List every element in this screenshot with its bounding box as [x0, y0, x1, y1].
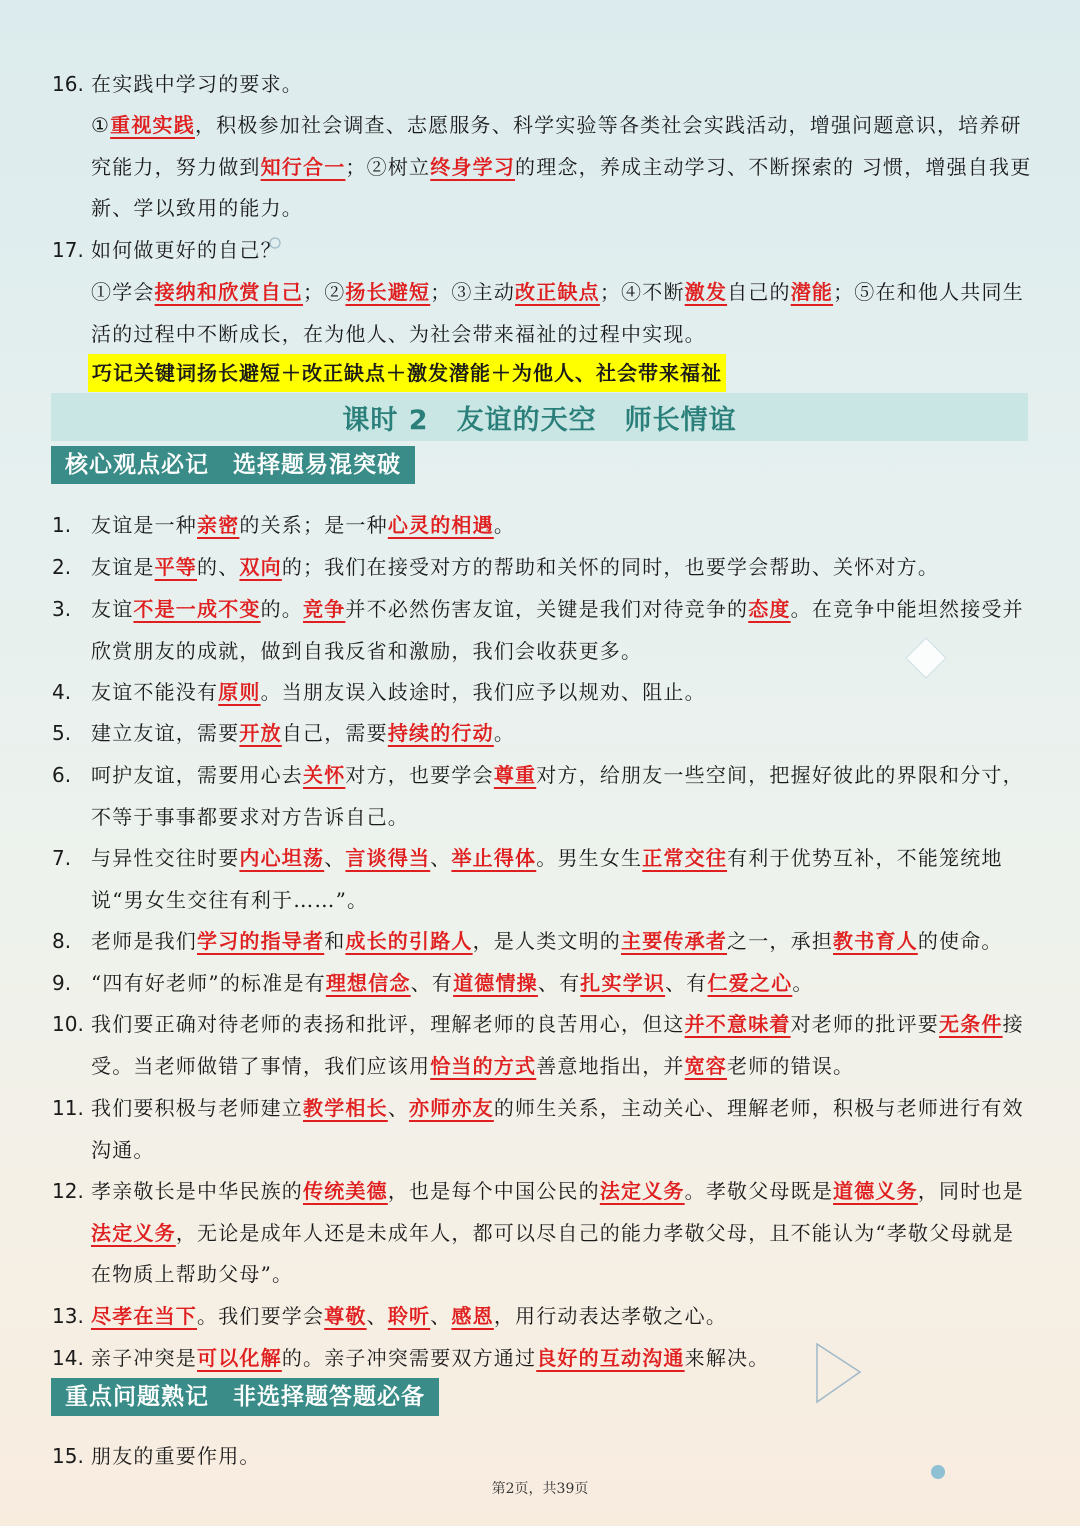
keyword: 感恩 — [451, 1304, 494, 1328]
keyword: 教书育人 — [833, 929, 918, 953]
text-run: 的。亲子冲突需要双方通过 — [281, 1346, 537, 1370]
keyword: 成长的引路人 — [345, 929, 473, 953]
keyword: 理想信念 — [325, 971, 411, 995]
item-number: 10. — [52, 1012, 84, 1036]
item-number: 3. — [52, 597, 72, 621]
text-run: 朋友的重要作用。 — [91, 1444, 261, 1468]
text-run: 、有 — [537, 971, 581, 995]
item-text — [91, 64, 1032, 106]
keyword: 亲密 — [197, 513, 240, 537]
keyword: 潜能 — [790, 280, 834, 304]
item-number: 17. — [52, 238, 84, 262]
text-run: 善意地指出，并 — [536, 1053, 685, 1078]
text-run: 之一，承担 — [727, 929, 834, 953]
text-run: “四有好老师”的标准是有 — [91, 971, 326, 995]
item-number: 15. — [52, 1444, 84, 1468]
keyword: 言谈得当 — [345, 846, 431, 870]
keyword: 终身学习 — [430, 154, 516, 179]
keyword: 法定义务 — [599, 1179, 685, 1203]
keyword: 扬长避短 — [345, 280, 431, 304]
keyword: 关怀 — [303, 763, 346, 787]
keyword: 法定义务 — [91, 1220, 176, 1245]
item-text — [91, 713, 1032, 755]
item-number: 11. — [52, 1096, 84, 1120]
text-run: 友谊 — [91, 597, 134, 621]
item-text — [91, 547, 1032, 589]
text-run: 有利于优势互补，不能笼统地说“男女生交往有利于……”。 — [91, 846, 1003, 912]
list-item — [52, 672, 1032, 714]
text-run: ，积极参加社会调查、志愿服务、科学实验等各类社会实践活动，增强问题意识，培养研究能力，努力做到 — [91, 113, 1022, 179]
list-item — [52, 547, 1032, 589]
item-text — [91, 838, 1032, 921]
keyword: 扎实学识 — [580, 971, 666, 995]
lesson-banner — [51, 393, 1028, 441]
text-run: 。 — [493, 513, 516, 537]
keyword: 道德情操 — [453, 971, 538, 995]
keyword: 亦师亦友 — [409, 1096, 494, 1120]
keyword: 持续的行动 — [387, 721, 494, 745]
list-item — [52, 1296, 1032, 1338]
keyword: 开放 — [239, 721, 282, 745]
list-item — [52, 589, 1032, 672]
text-run: 、 — [430, 1304, 452, 1328]
item-number: 14. — [52, 1346, 84, 1370]
text-run: ，无论是成年人还是未成年人，都可以尽自己的能力孝敬父母，且不能认为“孝敬父母就是在物质上帮助父母”。 — [91, 1220, 1015, 1286]
keyword: 道德义务 — [833, 1179, 918, 1203]
text-run: 接受。当老师做错了事情，我们应该用 — [91, 1012, 1024, 1078]
keyword: 学习的指导者 — [197, 929, 325, 953]
list-item — [52, 1171, 1032, 1296]
text-run: 。当朋友误入歧途时，我们应予以规劝、阻止。 — [260, 680, 706, 704]
item-text — [91, 589, 1032, 672]
text-run: 孝亲敬长是中华民族的 — [91, 1179, 303, 1203]
item-17-question — [52, 230, 1032, 272]
item-text — [91, 1004, 1032, 1087]
text-run: ，是人类文明的 — [472, 929, 622, 953]
item-number: 9. — [52, 971, 72, 995]
keyword: 接纳和欣赏自己 — [154, 280, 304, 304]
keyword: 无条件 — [939, 1012, 1003, 1036]
section-tag-core-points: 核心观点必记 选择题易混突破 — [51, 446, 415, 484]
keyword: 平等 — [154, 555, 198, 579]
text-run: ；② — [303, 280, 346, 304]
text-run: 亲子冲突是 — [91, 1346, 197, 1370]
text-run: 的；我们在接受对方的帮助和关怀的同时，也要学会帮助、关怀对方。 — [281, 555, 940, 579]
text-run: 的、 — [197, 555, 240, 579]
keyword: 恰当的方式 — [430, 1053, 537, 1078]
keyword: 主要传承者 — [621, 929, 728, 953]
text-run: 自己，需要 — [281, 721, 388, 745]
list-item — [52, 713, 1032, 755]
section-tag-key-questions: 重点问题熟记 非选择题答题必备 — [51, 1378, 439, 1416]
item-text — [91, 921, 1032, 963]
text-run: 、 — [387, 1096, 410, 1120]
item-16-question — [52, 64, 1032, 106]
text-run: 的师生关系，主动关心、理解老师，积极与老师进行有效沟通。 — [91, 1096, 1024, 1162]
keyword: 原则 — [218, 680, 261, 704]
list-item — [52, 1338, 1032, 1380]
item-number: 13. — [52, 1304, 84, 1328]
keyword: 双向 — [239, 555, 282, 579]
item-number: 2. — [52, 555, 72, 579]
text-run: ；⑤在和他人共同生活的过程中不断成长，在为他人、为社会带来福祉的过程中实现。 — [91, 280, 1024, 346]
text-run: 如何做更好的自己？ — [91, 238, 282, 262]
dot-decoration-icon — [928, 1462, 948, 1482]
text-run: 、 — [366, 1304, 388, 1328]
item-number: 8. — [52, 929, 72, 953]
list-item — [52, 838, 1032, 921]
text-run: 友谊是一种 — [91, 513, 197, 537]
keyword: 尊敬 — [324, 1304, 367, 1328]
text-run: ，用行动表达孝敬之心。 — [493, 1304, 728, 1328]
item-number: 1. — [52, 513, 72, 537]
item-17-answer — [52, 272, 1032, 355]
text-run: 我们要正确对待老师的表扬和批评，理解老师的良苦用心，但这 — [91, 1012, 685, 1036]
keyword: 改正缺点 — [515, 280, 600, 304]
text-run: 的使命。 — [917, 929, 1003, 953]
keyword: 宽容 — [684, 1053, 728, 1078]
list-item — [52, 963, 1032, 1005]
item-number: 4. — [52, 680, 72, 704]
text-run: ① — [91, 113, 111, 137]
text-run: 和 — [324, 929, 346, 953]
text-run: 自己的 — [727, 280, 791, 304]
list-item — [52, 921, 1032, 963]
keyword: 重视实践 — [110, 113, 195, 137]
mnemonic-highlight: 巧记关键词扬长避短＋改正缺点＋激发潜能＋为他人、社会带来福祉 — [88, 354, 726, 392]
text-run: 、有 — [665, 971, 708, 995]
keyword: 并不意味着 — [684, 1012, 791, 1036]
item-text — [91, 672, 1032, 714]
keyword: 激发 — [684, 280, 728, 304]
text-run: 的理念，养成主动学习、不断探索的 习惯，增强自我更新、学以致用的能力。 — [91, 154, 1032, 220]
item-number: 16. — [52, 72, 84, 96]
keyword: 心灵的相遇 — [387, 513, 494, 537]
text-run: 的关系；是一种 — [239, 513, 388, 537]
text-run: 呵护友谊，需要用心去 — [91, 763, 303, 787]
circle-decoration-icon — [268, 236, 282, 250]
text-run: ；④不断 — [599, 280, 685, 304]
text-run: 老师的错误。 — [727, 1053, 855, 1078]
text-run: 、 — [324, 846, 346, 870]
text-run: 的。 — [260, 597, 304, 621]
keyword: 尊重 — [493, 763, 537, 787]
text-run: 。在竞争中能坦然接受并欣赏朋友的成就，做到自我反省和激励，我们会收获更多。 — [91, 597, 1024, 663]
item-number: 5. — [52, 721, 72, 745]
keyword: 举止得体 — [451, 846, 537, 870]
text-run: ①学会 — [91, 280, 155, 304]
text-run: 。 — [792, 971, 814, 995]
keyword: 不是一成不变 — [133, 597, 261, 621]
item-15 — [52, 1436, 1032, 1478]
text-run: ，同时也是 — [917, 1179, 1024, 1203]
text-run: 老师是我们 — [91, 929, 197, 953]
list-item — [52, 505, 1032, 547]
text-run: ；②树立 — [345, 154, 431, 179]
page-footer: 第2页，共39页 — [491, 1481, 589, 1497]
keyword: 竞争 — [303, 597, 346, 621]
list-item — [52, 755, 1032, 838]
keyword: 内心坦荡 — [239, 846, 325, 870]
text-run: 并不必然伤害友谊，关键是我们对待竞争的 — [345, 597, 749, 621]
lesson-title: 课时 2 友谊的天空 师长情谊 — [342, 404, 737, 436]
text-run: 、 — [430, 846, 452, 870]
item-text — [91, 1171, 1032, 1296]
text-run: 、有 — [410, 971, 454, 995]
text-run: 对方，也要学会 — [345, 763, 494, 787]
text-run: 与异性交往时要 — [91, 846, 240, 870]
keyword: 仁爱之心 — [707, 971, 793, 995]
item-number: 6. — [52, 763, 72, 787]
keyword: 正常交往 — [642, 846, 728, 870]
item-text — [91, 505, 1032, 547]
text-run: 对方，给朋友一些空间，把握好彼此的界限和分寸，不等于事事都要求对方告诉自己。 — [91, 763, 1024, 829]
keyword: 良好的互动沟通 — [536, 1346, 685, 1370]
item-text — [91, 230, 1032, 272]
item-number: 7. — [52, 846, 72, 870]
text-run: 。我们要学会 — [197, 1304, 325, 1328]
item-16-answer — [52, 105, 1032, 230]
keyword: 教学相长 — [303, 1096, 388, 1120]
keyword: 传统美德 — [303, 1179, 388, 1203]
keyword: 态度 — [748, 597, 791, 621]
item-text — [91, 755, 1032, 838]
keyword: 知行合一 — [260, 154, 346, 179]
item-text — [91, 1436, 1032, 1478]
list-item — [52, 1088, 1032, 1171]
text-run: 建立友谊，需要 — [91, 721, 240, 745]
triangle-decoration-icon — [812, 1340, 866, 1406]
text-run: 来解决。 — [684, 1346, 770, 1370]
item-text — [91, 1338, 1032, 1380]
item-text — [91, 105, 1032, 230]
text-run: 。孝敬父母既是 — [684, 1179, 834, 1203]
text-run: 友谊不能没有 — [91, 680, 219, 704]
text-run: 在实践中学习的要求。 — [91, 72, 303, 96]
list-item — [52, 1004, 1032, 1087]
text-run: 。男生女生 — [536, 846, 643, 870]
item-number: 12. — [52, 1179, 84, 1203]
keyword: 可以化解 — [197, 1346, 282, 1370]
diamond-decoration-icon — [904, 636, 948, 680]
text-run: 我们要积极与老师建立 — [91, 1096, 303, 1120]
item-text — [91, 1296, 1032, 1338]
keyword: 聆听 — [387, 1304, 431, 1328]
item-text — [91, 963, 1032, 1005]
text-run: 友谊是 — [91, 555, 155, 579]
text-run: 对老师的批评要 — [790, 1012, 940, 1036]
item-text — [91, 1088, 1032, 1171]
text-run: ；③主动 — [430, 280, 516, 304]
keyword: 尽孝在当下 — [91, 1304, 197, 1328]
item-text — [91, 272, 1032, 355]
text-run: 。 — [493, 721, 516, 745]
text-run: ，也是每个中国公民的 — [387, 1179, 600, 1203]
